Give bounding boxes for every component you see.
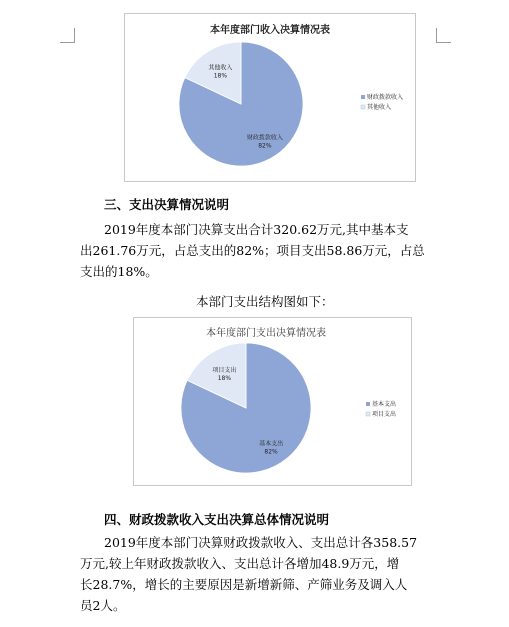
slice-label-2: 其他收入 18% (208, 64, 233, 80)
section4-paragraph-cont (80, 553, 407, 616)
legend-label-1: 财政拨款收入 (367, 94, 404, 101)
legend-swatch-1 (366, 402, 370, 406)
legend-label-1: 基本支出 (372, 401, 397, 408)
legend-swatch-2 (366, 412, 370, 416)
income-pie-svg (125, 14, 415, 181)
expense-pie-svg (134, 318, 411, 485)
section3-line-3: 支出的18%。 (80, 264, 158, 279)
section3-line-1: 2019年度本部门决算支出合计320.62万元,其中基本支 (104, 222, 409, 237)
page-corner-mark-top-left (60, 28, 75, 43)
chart-title: 本年度部门收入决算情况表 (210, 25, 330, 36)
section4-paragraph (104, 532, 417, 553)
section4-line-1: 2019年度本部门决算财政拨款收入、支出总计各358.57 (104, 535, 418, 550)
section4-line-4: 员2人。 (80, 598, 126, 613)
section4-heading: 四、财政拨款收入支出决算总体情况说明 (104, 512, 330, 527)
figure-caption: 本部门支出结构图如下： (196, 294, 334, 309)
income-pie-chart (124, 13, 416, 182)
slice-label-1: 基本支出 82% (259, 440, 284, 456)
legend-swatch-1 (361, 95, 365, 99)
section4-line-2: 万元,较上年财政拨款收入、支出总计各增加48.9万元，增 (80, 556, 400, 571)
section3-heading: 三、支出决算情况说明 (104, 197, 230, 212)
legend-label-2: 项目支出 (372, 411, 397, 418)
slice-label-2: 项目支出 18% (212, 367, 237, 382)
section4-line-3: 长28.7%，增长的主要原因是新增新筛、产筛业务及调入人 (80, 577, 408, 592)
slice-label-1: 财政拨款收入 82% (246, 134, 283, 150)
page-corner-mark-top-right (436, 28, 451, 43)
legend-label-2: 其他收入 (367, 104, 392, 111)
section3-line-2: 出261.76万元，占总支出的82%；项目支出58.86万元，占总 (80, 243, 425, 258)
legend-swatch-2 (361, 105, 365, 109)
section3-paragraph (104, 219, 409, 240)
expense-pie-chart (133, 317, 412, 486)
chart-title: 本年度部门支出决算情况表 (206, 328, 326, 339)
section3-paragraph-cont (80, 240, 425, 282)
